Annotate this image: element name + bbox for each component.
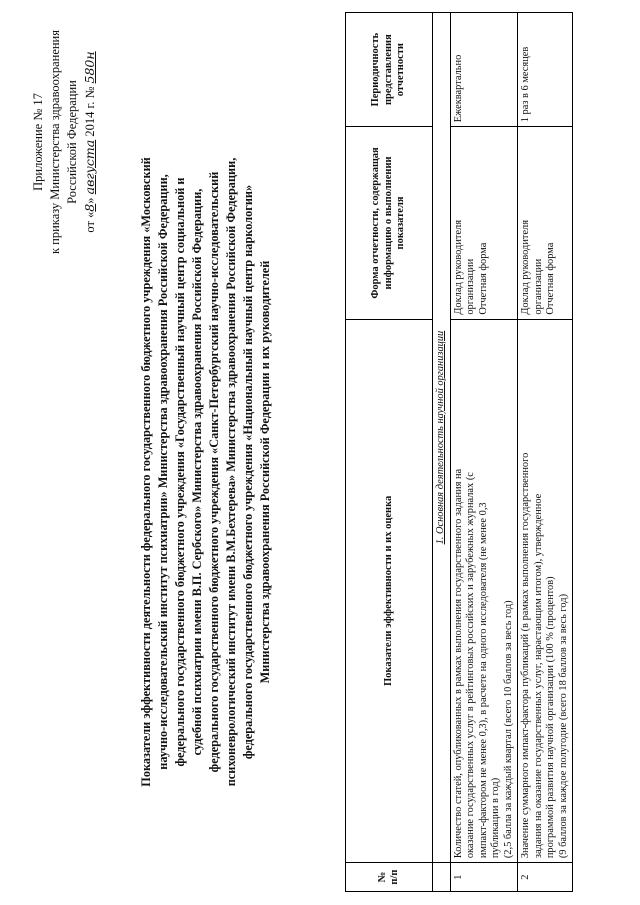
title-line: федерального государственного бюджетного учреждения «Санкт-Петербургский научно-исследовательский <box>207 171 221 773</box>
appendix-country: Российской Федерации <box>65 80 79 204</box>
title-line: научно-исследовательский институт психиатрии» Министерства здравоохранения Российской Федерации, <box>156 174 170 770</box>
row-indicator: Количество статей, опубликованных в рамках выполнения государственного задания на оказание государственных услуг в рейтинговых российских и зарубежных журналах (с импакт-фактором не менее 0,3), в расчете на одного исследователя (не менее 0,3 публикации в год) (2,5 балла за каждый квартал (всего 10 баллов за весь год) <box>450 319 518 863</box>
title-line: судебной психиатрии имени В.П. Сербского» Министерства здравоохранения Российской Федерации, <box>190 188 204 756</box>
header-num: № п/п <box>346 863 433 892</box>
row-indicator: Значение суммарного импакт-фактора публикаций (в рамках выполнения государственного задания на оказание государственных услуг, нарастающим итогом), утвержденное программой развития научной организации (100 % (процентов) (9 баллов за каждое полугодие (всего 18 баллов за весь год) <box>518 319 573 863</box>
title-line: психоневрологический институт имени В.М.Бехтерева» Министерства здравоохранения Российской Федерации, <box>224 157 238 787</box>
section-title: 1. Основная деятельность научной организации <box>433 13 451 863</box>
header-periodicity: Периодичность представления отчетности <box>346 13 433 127</box>
appendix-number: Приложение № 17 <box>31 93 45 191</box>
title-line: Показатели эффективности деятельности федерального государственного бюджетного учреждения «Московский <box>139 157 153 787</box>
row-form: Доклад руководителя организации Отчетная форма <box>518 127 573 319</box>
header-form: Форма отчетности, содержащая информацию о выполнении показателя <box>346 127 433 319</box>
handwritten-order-number: 580н <box>82 51 97 84</box>
title-line: федерального государственного бюджетного учреждения «Государственный научный центр социальной и <box>173 177 187 767</box>
row-number: 1 <box>450 863 518 892</box>
row-form: Доклад руководителя организации Отчетная форма <box>450 127 518 319</box>
appendix-header <box>30 22 99 262</box>
document-title <box>138 102 274 842</box>
row-number: 2 <box>518 863 573 892</box>
section-row <box>433 13 451 892</box>
appendix-order: к приказу Министерства здравоохранения <box>48 30 62 255</box>
row-periodicity: 1 раз в 6 месяцев <box>518 13 573 127</box>
handwritten-month: августа <box>82 139 97 195</box>
row-periodicity: Ежеквартально <box>450 13 518 127</box>
document-page <box>20 12 620 892</box>
indicators-table <box>345 12 573 892</box>
title-line: Министерства здравоохранения Российской Федерации и их руководителей <box>258 260 272 684</box>
table-row <box>450 13 518 892</box>
table-header-row <box>346 13 433 892</box>
appendix-date: от «8» августа 2014 г. № 580н <box>82 51 97 233</box>
title-line: федерального государственного бюджетного учреждения «Национальный научный центр наркологии» <box>241 184 255 760</box>
handwritten-day: 8 <box>82 203 97 212</box>
table-row <box>518 13 573 892</box>
header-indicator: Показатели эффективности и их оценка <box>346 319 433 863</box>
